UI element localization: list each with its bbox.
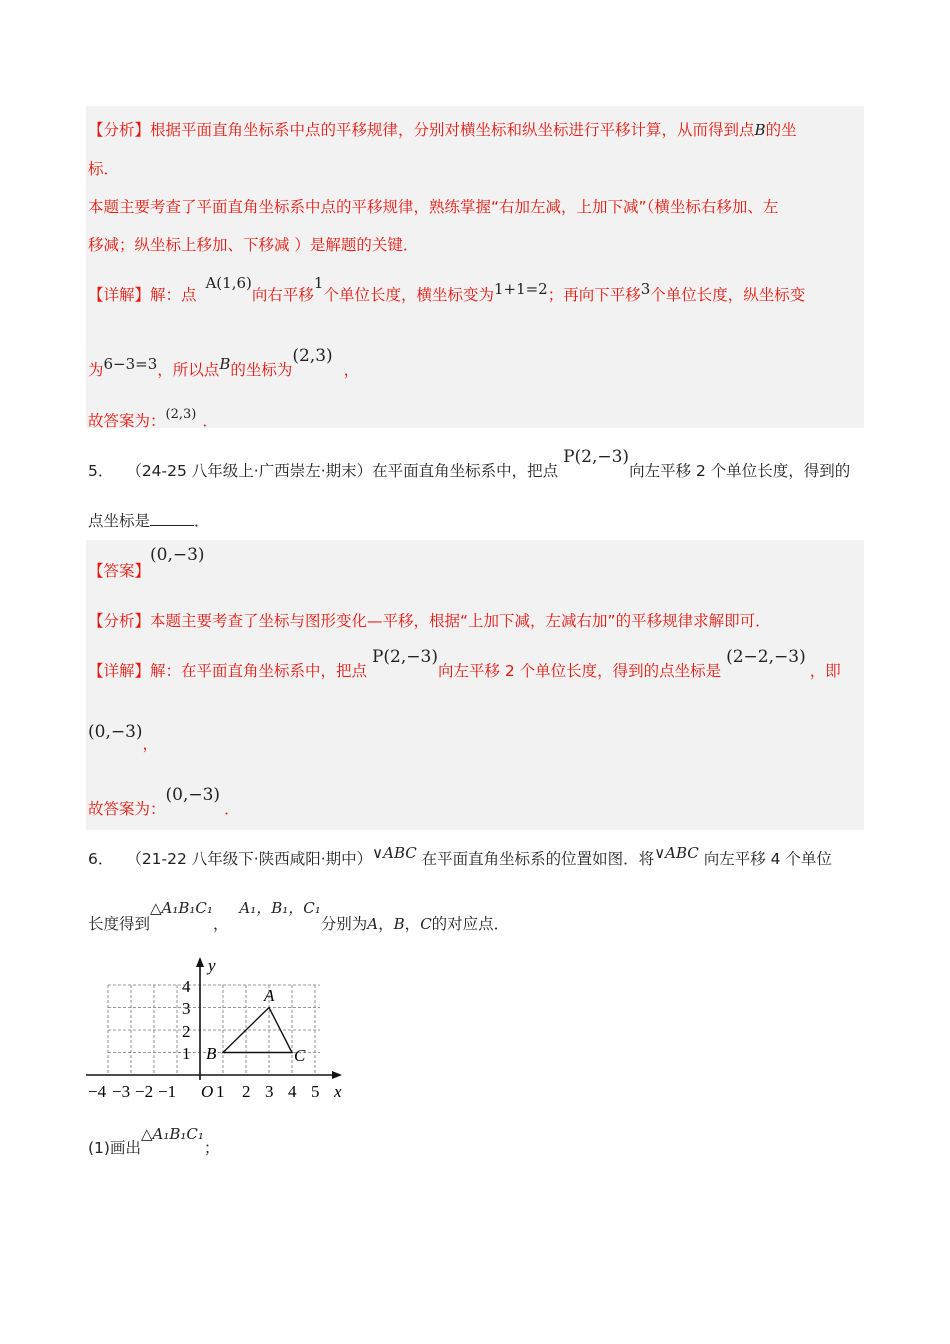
- analysis-tag: 【分析】: [88, 121, 151, 139]
- x-tick-2: 2: [242, 1082, 251, 1101]
- question-number: 5．: [88, 462, 114, 480]
- detail-5-line-2: (0,−3)，: [88, 722, 159, 753]
- detail-line-2: 为6−3=3，所以点B的坐标为(2,3) ，: [88, 346, 360, 379]
- y-axis-arrow: [196, 957, 204, 967]
- answer-blank[interactable]: [150, 511, 194, 526]
- x-tick-neg3: −3: [112, 1082, 131, 1101]
- answer-tag: 【答案】: [88, 562, 151, 580]
- question-5-line-2: 点坐标是 ．: [88, 512, 210, 530]
- x-axis-label: x: [334, 1082, 342, 1101]
- y-tick-2: 2: [182, 1022, 191, 1041]
- final-answer-5-line: 故答案为：(0,−3)．: [88, 785, 240, 818]
- label-A: A: [264, 986, 275, 1005]
- coordinate-figure: [84, 955, 354, 1101]
- x-tick-4: 4: [288, 1082, 297, 1101]
- x-tick-3: 3: [265, 1082, 274, 1101]
- y-tick-3: 3: [182, 999, 191, 1018]
- y-axis-label: y: [208, 956, 216, 975]
- label-C: C: [294, 1046, 306, 1065]
- analysis-line-3: 本题主要考查了平面直角坐标系中点的平移规律，熟练掌握“右加左减，上加下减”（横坐标右移加、左: [88, 198, 779, 216]
- answer-tag-line: 【答案】(0,−3): [88, 545, 205, 580]
- detail-5-line-1: 【详解】解：在平面直角坐标系中，把点 P(2,−3)向左平移 2 个单位长度，得到的点坐标是 (2−2,−3)，即: [88, 647, 841, 680]
- question-6-line-1: 6． （21-22 八年级下·陕西咸阳·期中）∨ABC 在平面直角坐标系的位置如图．将∨ABC 向左平移 4 个单位: [88, 844, 832, 868]
- origin-label: O: [201, 1082, 214, 1101]
- answer-line: 故答案为：$^{(2,3)}$ ．: [88, 407, 218, 430]
- question-number: 6．: [88, 850, 114, 868]
- detail-tag: 【详解】: [88, 286, 151, 304]
- x-tick-5: 5: [311, 1082, 320, 1101]
- x-tick-neg4: −4: [88, 1082, 107, 1101]
- x-tick-neg2: −2: [135, 1082, 154, 1101]
- analysis-5-line: 【分析】本题主要考查了坐标与图形变化—平移，根据“上加下减，左减右加”的平移规律求解即可．: [88, 612, 771, 630]
- x-axis-arrow: [332, 1071, 342, 1079]
- question-5-line-1: 5． （24-25 八年级上·广西崇左·期末）在平面直角坐标系中，把点 P(2,−3)向左平移 2 个单位长度，得到的: [88, 447, 851, 480]
- x-tick-neg1: −1: [158, 1082, 177, 1101]
- detail-line-1: 【详解】解：点 A(1,6)向右平移1个单位长度，横坐标变为1+1=2；再向下平移3个单位长度，纵坐标变: [88, 274, 806, 304]
- y-tick-4: 4: [182, 977, 191, 996]
- sub-question-1: (1)画出△A₁B₁C₁；: [88, 1125, 220, 1157]
- point-A-coord: A(1,6): [205, 274, 252, 292]
- analysis-line-2: 标．: [88, 160, 120, 178]
- analysis-line-1: 【分析】根据平面直角坐标系中点的平移规律，分别对横坐标和纵坐标进行平移计算，从而得到点B的坐: [88, 121, 797, 139]
- point-P: P(2,−3): [563, 447, 630, 467]
- y-tick-1: 1: [182, 1044, 191, 1063]
- x-tick-1: 1: [216, 1082, 225, 1101]
- question-6-line-2: 长度得到△A₁B₁C₁， A₁，B₁，C₁分别为A，B，C的对应点．: [88, 899, 510, 933]
- label-B: B: [206, 1044, 217, 1063]
- analysis-line-4: 移减；纵坐标上移加、下移减 ）是解题的关键．: [88, 236, 419, 254]
